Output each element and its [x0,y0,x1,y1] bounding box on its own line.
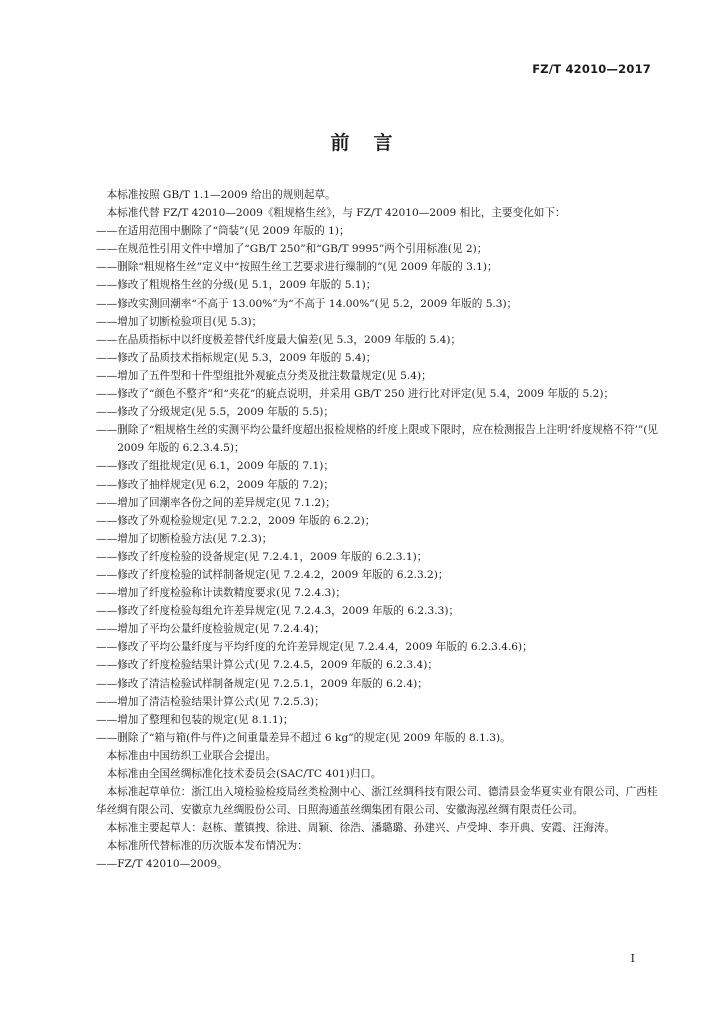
change-item: ——增加了五件型和十件型组批外观疵点分类及批注数量规定(见 5.4)； [96,369,432,382]
change-item: ——删除了“粗规格生丝的实测平均公量纤度超出报检规格的纤度上限或下限时，应在检测报告上注明‘纤度规格不符’”(见 2009 年版的 6.2.3.4.5)； [96,424,658,455]
change-item: ——修改了平均公量纤度与平均纤度的允许差异规定(见 7.2.4.4，2009 年版的 6.2.3.4.6)； [96,641,533,654]
paragraph: 本标准由全国丝绸标准化技术委员会(SAC/TC 401)归口。 [106,768,382,780]
paragraph: 本标准代替 FZ/T 42010—2009《粗规格生丝》，与 FZ/T 42010—2009 相比，主要变化如下： [106,207,566,220]
change-item: ——增加了纤度检验称计读数精度要求(见 7.2.4.3)； [96,587,346,600]
change-item: ——增加了整理和包装的规定(见 8.1.1)； [96,713,294,726]
paragraph: 本标准起草单位：浙江出入境检验检疫局丝类检测中心、浙江丝绸科技有限公司、德清县金华夏实业有限公司、广西桂华丝绸有限公司、安徽京九丝绸股份公司、日照海通茧丝绸集团有限公司、安徽海泓丝绸有限责任公司。 [96,786,658,817]
change-item: ——修改了纤度检验的试样制备规定(见 7.2.4.2，2009 年版的 6.2.3.2)； [96,568,449,581]
change-item: ——修改了粗规格生丝的分级(见 5.1，2009 年版的 5.1)； [96,279,377,292]
standard-code: FZ/T 42010—2017 [532,62,651,76]
change-item: ——修改了清洁检验试样制备规定(见 7.2.5.1，2009 年版的 6.2.4)； [96,677,428,690]
paragraph: 本标准由中国纺织工业联合会提出。 [106,749,277,762]
change-item: ——修改了纤度检验每组允许差异规定(见 7.2.4.3，2009 年版的 6.2.3.3)； [96,605,460,618]
change-item: ——增加了清洁检验结果计算公式(见 7.2.5.3)； [96,695,325,708]
change-item: ——修改了外观检验规定(见 7.2.2，2009 年版的 6.2.2)； [96,514,376,527]
change-item: ——修改了品质技术指标规定(见 5.3，2009 年版的 5.4)； [96,351,377,364]
paragraph: 本标准所代替标准的历次版本发布情况为： [106,840,308,853]
page-number: I [630,952,635,965]
change-item: ——增加了平均公量纤度检验规定(见 7.2.4.4)； [96,623,325,636]
page-title: 前言 [330,132,417,154]
change-item: ——在规范性引用文件中增加了“GB/T 250”和“GB/T 9995”两个引用标准(见 2)； [96,243,488,256]
paragraph: 本标准主要起草人：赵栋、董镇拽、徐进、周颖、徐浩、潘璐璐、孙建兴、卢受坤、李开典、安霞、汪海涛。 [106,822,616,835]
change-item: ——修改了纤度检验结果计算公式(见 7.2.4.5，2009 年版的 6.2.3.4)； [96,659,438,672]
preface-body [96,186,658,874]
change-item: ——在品质指标中以纤度极差替代纤度最大偏差(见 5.3，2009 年版的 5.4)； [96,333,462,346]
change-item: ——增加了回潮率各份之间的差异规定(见 7.1.2)； [96,496,336,509]
paragraph: 本标准按照 GB/T 1.1—2009 给出的规则起草。 [106,189,336,201]
change-item: ——删除了“箱与箱(件与件)之间重量差异不超过 6 kg”的规定(见 2009 年版的 8.1.3)。 [96,731,511,744]
change-item: ——修改了组批规定(见 6.1，2009 年版的 7.1)； [96,460,334,473]
change-item: ——在适用范围中删除了“筒装”(见 2009 年版的 1)； [96,225,350,238]
change-item: ——修改了分级规定(见 5.5，2009 年版的 5.5)； [96,406,334,419]
change-item: ——修改了“颜色不整齐”和“夹花”的疵点说明，并采用 GB/T 250 进行比对评定(见 5.4，2009 年版的 5.2)； [96,388,615,401]
change-item: ——修改实测回潮率“不高于 13.00%”为“不高于 14.00%”(见 5.2，2009 年版的 5.3)； [96,297,518,310]
change-item: ——增加了切断检验方法(见 7.2.3)； [96,532,273,545]
change-item: ——修改了纤度检验的设备规定(见 7.2.4.1，2009 年版的 6.2.3.1)； [96,550,428,563]
change-item: ——删除“粗规格生丝”定义中“按照生丝工艺要求进行缫制的”(见 2009 年版的 3.1)； [96,261,498,274]
change-item: ——修改了抽样规定(见 6.2，2009 年版的 7.2)； [96,478,334,491]
change-item: ——增加了切断检验项目(见 5.3)； [96,315,263,328]
change-item: ——FZ/T 42010—2009。 [96,858,228,871]
